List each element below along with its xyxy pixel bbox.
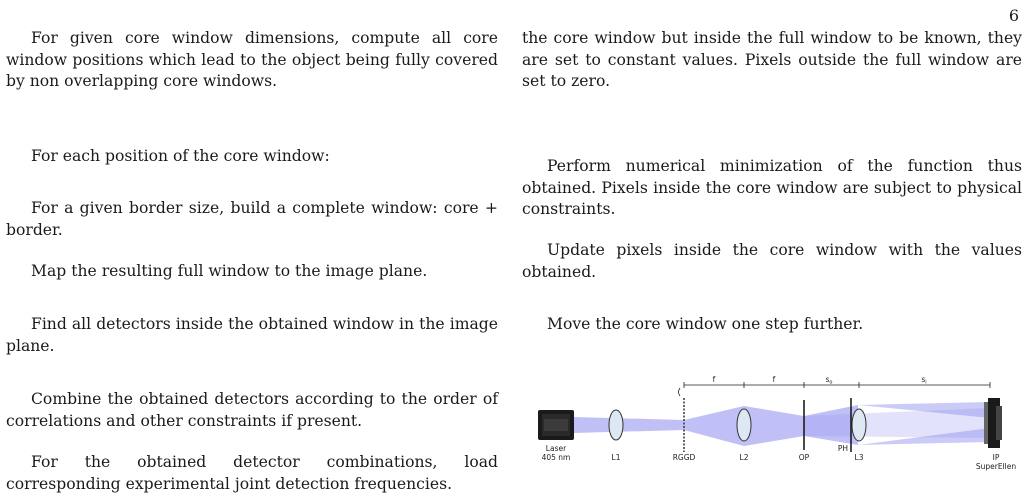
distance-f1: f — [712, 375, 716, 384]
paragraph: Find all detectors inside the obtained window in the image plane. — [6, 315, 498, 355]
paragraph: For the obtained detector combinations, load corresponding experimental joint detection frequencies. — [6, 453, 498, 493]
paragraph: For given core window dimensions, compute all core window positions which lead to the object being fully covered by non overlapping core windows. — [6, 29, 498, 90]
image-plane-camera — [984, 398, 1002, 448]
optical-setup-figure — [528, 372, 1023, 487]
paragraph: Combine the obtained detectors according to the order of correlations and other constraints if present. — [6, 390, 498, 430]
label-camera: SuperEllen — [975, 462, 1017, 471]
paragraph: Move the core window one step further. — [547, 315, 864, 333]
label-ph: PH — [837, 444, 849, 453]
laser-beam — [574, 402, 990, 446]
distance-so: $s_o$ — [825, 375, 833, 386]
label-ip: IP — [992, 453, 1000, 462]
label-laser: Laser — [545, 444, 567, 453]
paragraph: Update pixels inside the core window with the values obtained. — [522, 241, 1022, 281]
label-op: OP — [798, 453, 810, 462]
distance-f2: f — [772, 375, 776, 384]
label-laser-wavelength: 405 nm — [541, 453, 571, 462]
paragraph: Map the resulting full window to the image plane. — [31, 262, 428, 280]
paragraph: Perform numerical minimization of the function thus obtained. Pixels inside the core window are subject to physical constraints. — [522, 157, 1022, 218]
paragraph: For each position of the core window: — [31, 147, 330, 165]
lens-l2 — [737, 409, 751, 441]
laser-source — [538, 410, 574, 440]
page-number: 6 — [1008, 6, 1019, 25]
paragraph: For a given border size, build a complete window: core + border. — [6, 199, 498, 239]
lens-l1 — [609, 410, 623, 440]
lens-l3 — [852, 409, 866, 441]
label-l1: L1 — [611, 453, 621, 462]
distance-bar — [684, 382, 990, 388]
paragraph: the core window but inside the full window to be known, they are set to constant values. Pixels outside the full window are set to zero. — [522, 29, 1022, 90]
label-l2: L2 — [739, 453, 749, 462]
label-rggd: RGGD — [672, 453, 696, 462]
distance-si: $s_i$ — [921, 375, 927, 386]
label-l3: L3 — [854, 453, 864, 462]
